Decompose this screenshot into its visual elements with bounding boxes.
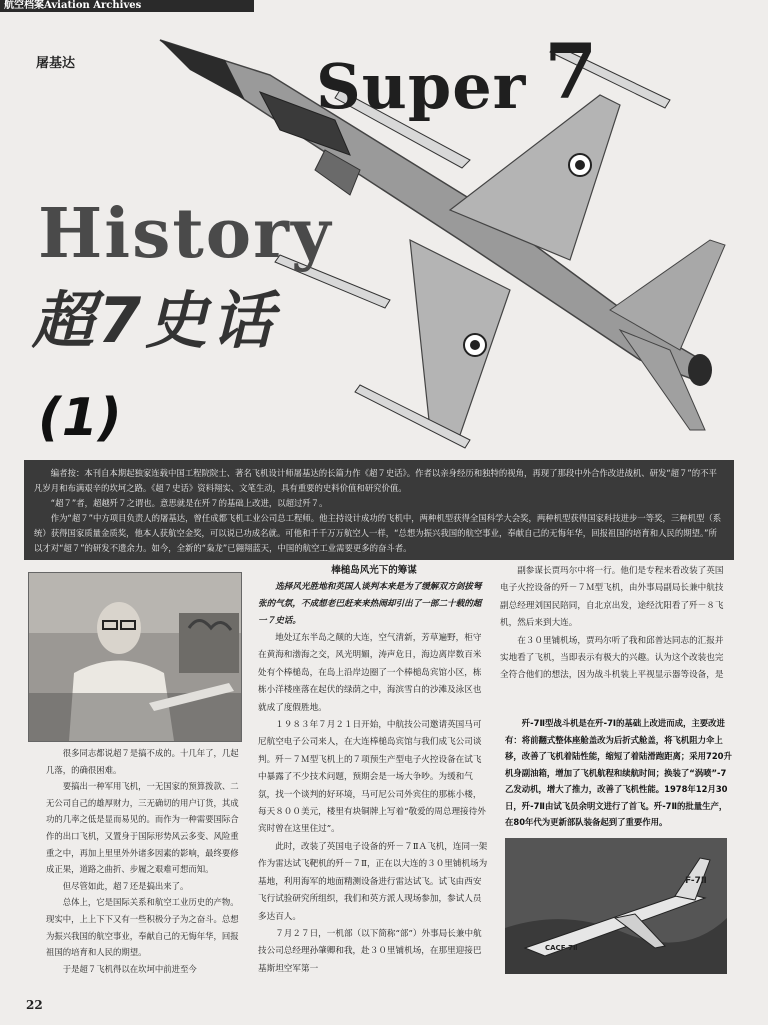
editor-intro-box xyxy=(24,460,734,560)
jet-photo-f7 xyxy=(505,838,727,974)
middle-column-text xyxy=(258,563,490,978)
body-paragraph: 副参谋长贾玛尔中将一行。他们是专程来看改装了英国电子火控设备的歼－７Ｍ型飞机，由外事局副局长兼中航技副总经理刘国民陪同，自北京出发，途经沈阳看了歼－８飞机，然后来到大连。 xyxy=(500,566,724,629)
photo-caption xyxy=(505,715,733,831)
section-header: 航空档案Aviation Archives xyxy=(0,0,254,12)
section-heading: 棒槌岛风光下的筹谋 xyxy=(331,565,417,576)
title-super-text: Super xyxy=(316,50,527,123)
body-paragraph: 于是超７飞机得以在坎坷中前进至今 xyxy=(62,963,197,974)
body-paragraph: 很多同志都说超７是搞不成的。十几年了，几起几落，的确很困难。 xyxy=(46,748,239,775)
body-paragraph: 在３０里铺机场，贾玛尔听了我和邱普达同志的汇报并实地看了飞机，当即表示有极大的兴趣。认为这个改装也完全符合他们的想法，因为战斗机装上平视显示器等设备，是 xyxy=(500,635,724,681)
title-english-super xyxy=(316,27,599,123)
author-photo xyxy=(28,572,242,742)
nose-text: CACF-7Ⅱ xyxy=(545,944,578,952)
section-lead: 选择风光胜地和英国人谈判本来是为了缓解双方剑拔弩张的气氛，不成想老巴赶来来热闹却引出了一部二十载的超一７史话。 xyxy=(258,582,482,626)
right-column-text xyxy=(500,563,732,685)
body-paragraph: 此时，改装了英国电子设备的歼－７ⅡＡ飞机，连同一架作为雷达试飞靶机的歼－７Ⅱ，正在以大连的３０里铺机场为基地，利用海军的地面精测设备进行雷达试飞。试飞由西安飞行试验研究所组织，我们和英方派人现场参加，参试人员多达百人。 xyxy=(258,841,488,922)
title-chinese: 超7史话 xyxy=(32,284,278,357)
intro-paragraph: 作为“超７”中方项目负责人的屠基达，曾任成都飞机工业公司总工程师。他主持设计成功的飞机中，两种机型获得全国科学大会奖，两种机型获得国家科技进步一等奖，三种机型（系统）获得国家质量金质奖，他本人获航空金奖，可以说已功成名就。可他和千千万万航空人一样，“总想为振兴我国的航空事业，奉献自己的无悔年华，回报祖国的培育和人民的期望。”所以才对“超７”的研发不遗余力。如今，全新的“枭龙”已翱翔蓝天，中国的航空工业需要更多的奋斗者。 xyxy=(34,513,722,553)
intro-paragraph: 编者按：本刊自本期起独家连载中国工程院院士、著名飞机设计师屠基达的长篇力作《超７史话》。作者以亲身经历和独特的视角，再现了那段中外合作改进战机、研发“超７”的不平凡岁月和布满艰辛的坎坷之路。《超７史话》资料翔实、文笔生动，具有重要的史料价值和研究价值。 xyxy=(34,468,717,493)
page-number: 22 xyxy=(26,998,43,1012)
title-seven: 7 xyxy=(544,27,599,116)
body-paragraph: ７月２７日，一机部（以下简称“部”）外事局长兼中航技公司总经理孙肇卿和我，赴３０里铺机场，在那里迎接巴基斯坦空军第一 xyxy=(258,928,482,974)
caption-text: 歼-7Ⅱ型战斗机是在歼-7Ⅰ的基础上改进而成，主要改进有：将前翻式整体座舱盖改为后折式舱盖，将飞机阻力伞上移，改善了飞机着陆性能，缩短了着陆滑跑距离；采用720升机身副油箱，增加了飞机航程和续航时间；换装了“涡喷”-7乙发动机，增大了推力，改善了飞机性能。1978年12月30日，歼-7Ⅱ由试飞员余明文进行了首飞。歼-7Ⅱ的批量生产，在80年代为更新部队装备起到了重要作用。 xyxy=(505,718,732,827)
body-paragraph: 但尽管如此，超７还是搞出来了。 xyxy=(62,880,189,891)
body-paragraph: 地处辽东半岛之颠的大连，空气清新，芳草遍野，柜守在黄海和渤海之交，风光明媚，涛声危日，海边离岸数百米处有个棒槌岛，在岛上沿岸边圈了一个棒槌岛宾馆小区，栋栋小洋楼座落在起伏的绿荫之中，海滨雪白的沙滩及泳区也就成了度假胜地。 xyxy=(258,633,482,713)
intro-paragraph: “超７”者，超越歼７之谓也。意思就是在歼７的基础上改进，以超过歼７。 xyxy=(50,498,328,508)
body-paragraph: 总体上，它是国际关系和航空工业历史的产物。现实中，上上下下又有一些积极分子为之奋斗。总想为振兴我国的航空事业，奉献自己的无悔年华，回报祖国的培育和人民的期望。 xyxy=(46,897,239,958)
title-part-number: (1) xyxy=(38,388,122,448)
author-name: 屠基达 xyxy=(36,56,76,71)
left-column-text xyxy=(46,745,246,977)
body-paragraph: １９８３年７月２１日开始，中航技公司邀请英国马可尼航空电子公司来人，在大连棒槌岛宾馆与我们成飞公司谈判。歼－７Ｍ型飞机上的７项预生产型电子火控设备在试飞中暴露了不少技术问题，预期会是一场大争吵。为缓和气氛，找一个谈判的好环境，马可尼公司外宾住的那栋小楼，每天８００美元，楼里有块铜牌上写着“敬爱的周总理接待外宾时曾在这里住过”。 xyxy=(258,720,486,835)
body-paragraph: 要搞出一种军用飞机，一无国家的预算拨款、二无公司自己的雄厚财力，三无确切的用户订货，其成功的几率之低是显而易见的。而作为一种需要国际合作的出口飞机，又置身于国际形势风云多变、风险重重之中，再加上里里外外诸多因素的影响，最终要修成正果，道路之曲折、步履之艰难可想而知。 xyxy=(46,781,239,875)
title-english-history: History xyxy=(38,194,333,274)
tail-code: F-7Ⅱ xyxy=(685,876,707,886)
